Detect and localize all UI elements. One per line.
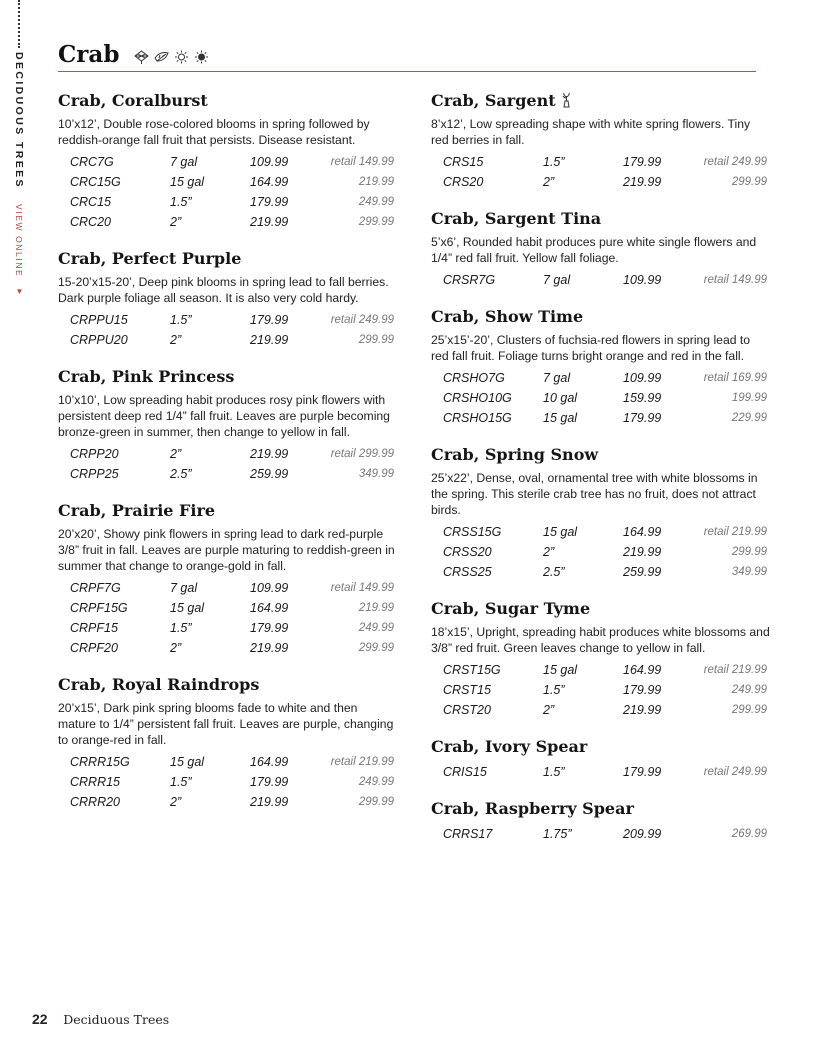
retail-price: 249.99 bbox=[358, 776, 394, 788]
product-name-text: Crab, Spring Snow bbox=[431, 445, 599, 464]
product-description: 18’x15’, Upright, spreading habit produces white blossoms and 3/8” red fruit. Green leaves change to yellow in fall. bbox=[431, 625, 770, 655]
price: 179.99 bbox=[623, 683, 662, 697]
retail-price: retail 219.99 bbox=[330, 756, 394, 768]
sku: CRPF20 bbox=[70, 641, 118, 655]
price-table bbox=[70, 444, 398, 484]
size: 2” bbox=[543, 175, 555, 189]
attribute-icons bbox=[134, 50, 209, 64]
product-entry bbox=[58, 366, 398, 484]
product-entry bbox=[431, 444, 771, 582]
price: 159.99 bbox=[623, 391, 662, 405]
size: 15 gal bbox=[543, 525, 578, 539]
price-row bbox=[443, 270, 771, 290]
tree-icon bbox=[134, 50, 149, 64]
price-row bbox=[70, 772, 398, 792]
retail-price: 199.99 bbox=[731, 392, 767, 404]
size: 2” bbox=[543, 545, 555, 559]
size: 15 gal bbox=[170, 601, 205, 615]
size: 2.5” bbox=[170, 467, 192, 481]
price-row bbox=[443, 542, 771, 562]
retail-price: retail 249.99 bbox=[703, 156, 767, 168]
price-table bbox=[443, 660, 771, 720]
retail-price: 299.99 bbox=[358, 642, 394, 654]
price: 219.99 bbox=[623, 545, 662, 559]
price-row bbox=[70, 752, 398, 772]
retail-price: retail 249.99 bbox=[703, 766, 767, 778]
sku: CRSHO7G bbox=[443, 371, 505, 385]
product-entry bbox=[431, 306, 771, 428]
price: 179.99 bbox=[250, 195, 289, 209]
sku: CRST20 bbox=[443, 703, 491, 717]
price-row bbox=[443, 408, 771, 428]
sku: CRIS15 bbox=[443, 765, 487, 779]
retail-price: 299.99 bbox=[358, 796, 394, 808]
retail-price: 269.99 bbox=[731, 828, 767, 840]
price-row bbox=[70, 598, 398, 618]
price: 219.99 bbox=[250, 333, 289, 347]
retail-price: retail 249.99 bbox=[330, 314, 394, 326]
retail-price: retail 149.99 bbox=[330, 156, 394, 168]
product-name bbox=[431, 736, 771, 758]
size: 15 gal bbox=[170, 175, 205, 189]
price-row bbox=[70, 330, 398, 350]
left-column bbox=[58, 90, 398, 828]
price-row bbox=[70, 444, 398, 464]
price: 209.99 bbox=[623, 827, 662, 841]
page-footer bbox=[32, 1011, 169, 1027]
sku: CRPP25 bbox=[70, 467, 119, 481]
size: 15 gal bbox=[170, 755, 205, 769]
retail-price: 249.99 bbox=[358, 622, 394, 634]
price-row bbox=[70, 618, 398, 638]
size: 10 gal bbox=[543, 391, 578, 405]
price-row bbox=[70, 212, 398, 232]
retail-price: 349.99 bbox=[731, 566, 767, 578]
product-description: 5’x6’, Rounded habit produces pure white single flowers and 1/4” red fall fruit. Yellow fall foliage. bbox=[431, 235, 757, 265]
price: 179.99 bbox=[623, 411, 662, 425]
size: 2” bbox=[170, 795, 182, 809]
side-tab-text bbox=[9, 52, 29, 298]
price-row bbox=[70, 578, 398, 598]
product-name-text: Crab, Show Time bbox=[431, 307, 584, 326]
price-table bbox=[443, 762, 771, 782]
retail-price: 299.99 bbox=[731, 546, 767, 558]
product-description: 20’x15’, Dark pink spring blooms fade to white and then mature to 1/4” persistent fall fruit. Leaves are purple, changing to orange-red in fall. bbox=[58, 701, 394, 747]
price: 179.99 bbox=[623, 765, 662, 779]
price-row bbox=[70, 192, 398, 212]
size: 7 gal bbox=[170, 581, 198, 595]
size: 1.5” bbox=[170, 621, 192, 635]
retail-price: 229.99 bbox=[731, 412, 767, 424]
size: 1.75” bbox=[543, 827, 572, 841]
sku: CRRR15G bbox=[70, 755, 130, 769]
retail-price: retail 169.99 bbox=[703, 372, 767, 384]
product-name-text: Crab, Prairie Fire bbox=[58, 501, 216, 520]
price: 259.99 bbox=[623, 565, 662, 579]
product-name-text: Crab, Royal Raindrops bbox=[58, 675, 260, 694]
retail-price: 219.99 bbox=[358, 602, 394, 614]
product-name bbox=[58, 674, 398, 696]
sku: CRSS15G bbox=[443, 525, 502, 539]
price: 179.99 bbox=[250, 775, 289, 789]
product-name bbox=[431, 306, 771, 328]
product-name bbox=[58, 248, 398, 270]
price: 109.99 bbox=[623, 273, 662, 287]
price-table bbox=[443, 824, 771, 844]
price-row bbox=[443, 680, 771, 700]
page-title: Crab bbox=[58, 41, 120, 68]
price: 109.99 bbox=[250, 155, 289, 169]
retail-price: 299.99 bbox=[358, 216, 394, 228]
product-entry bbox=[431, 598, 771, 720]
product-name bbox=[431, 598, 771, 620]
product-description: 10’x12’, Double rose-colored blooms in spring followed by reddish-orange fall fruit that persists. Disease resistant. bbox=[58, 117, 370, 147]
product-name bbox=[58, 500, 398, 522]
sku: CRPF15 bbox=[70, 621, 118, 635]
sku: CRS20 bbox=[443, 175, 484, 189]
price-row bbox=[70, 152, 398, 172]
price-table bbox=[443, 368, 771, 428]
sku: CRRR20 bbox=[70, 795, 121, 809]
price: 219.99 bbox=[623, 175, 662, 189]
price: 164.99 bbox=[250, 755, 289, 769]
price: 164.99 bbox=[623, 663, 662, 677]
product-name bbox=[431, 90, 771, 112]
sku: CRST15G bbox=[443, 663, 501, 677]
sku: CRC7G bbox=[70, 155, 114, 169]
retail-price: 299.99 bbox=[731, 704, 767, 716]
size: 1.5” bbox=[170, 195, 192, 209]
size: 15 gal bbox=[543, 411, 578, 425]
retail-price: 349.99 bbox=[358, 468, 394, 480]
size: 7 gal bbox=[543, 371, 571, 385]
product-description: 25’x15’-20’, Clusters of fuchsia-red flowers in spring lead to red fall fruit. Foliage turns bright orange and red in the fall. bbox=[431, 333, 751, 363]
sun-shade-icon bbox=[194, 50, 209, 64]
sku: CRC15G bbox=[70, 175, 121, 189]
product-description: 8’x12’, Low spreading shape with white spring flowers. Tiny red berries in fall. bbox=[431, 117, 751, 147]
price-table bbox=[70, 310, 398, 350]
price-row bbox=[70, 638, 398, 658]
size: 2” bbox=[543, 703, 555, 717]
retail-price: retail 219.99 bbox=[703, 526, 767, 538]
sku: CRST15 bbox=[443, 683, 491, 697]
product-name bbox=[58, 366, 398, 388]
price: 259.99 bbox=[250, 467, 289, 481]
price-row bbox=[443, 700, 771, 720]
size: 1.5” bbox=[543, 155, 565, 169]
product-name-text: Crab, Sugar Tyme bbox=[431, 599, 591, 618]
sku: CRS15 bbox=[443, 155, 484, 169]
size: 1.5” bbox=[170, 313, 192, 327]
section-side-tab bbox=[9, 0, 29, 299]
price-table bbox=[443, 522, 771, 582]
product-description: 10’x10’, Low spreading habit produces rosy pink flowers with persistent deep red 1/4” fall fruit. Leaves are purple becoming bronze-green in summer, then change to yellow in fall. bbox=[58, 393, 390, 439]
price-table bbox=[443, 270, 771, 290]
sku: CRSS20 bbox=[443, 545, 492, 559]
price-table bbox=[70, 752, 398, 812]
size: 2” bbox=[170, 641, 182, 655]
sku: CRRS17 bbox=[443, 827, 493, 841]
size: 7 gal bbox=[170, 155, 198, 169]
price-row bbox=[70, 464, 398, 484]
sku: CRC20 bbox=[70, 215, 111, 229]
sku: CRPPU15 bbox=[70, 313, 128, 327]
footer-label: Deciduous Trees bbox=[63, 1012, 170, 1027]
price-row bbox=[70, 310, 398, 330]
price-row bbox=[443, 368, 771, 388]
price: 179.99 bbox=[623, 155, 662, 169]
price-table bbox=[70, 152, 398, 232]
size: 1.5” bbox=[543, 683, 565, 697]
product-name-text: Crab, Sargent Tina bbox=[431, 209, 602, 228]
product-name bbox=[58, 90, 398, 112]
retail-price: 299.99 bbox=[731, 176, 767, 188]
price: 179.99 bbox=[250, 313, 289, 327]
product-name-text: Crab, Sargent bbox=[431, 91, 556, 110]
size: 7 gal bbox=[543, 273, 571, 287]
price-row bbox=[443, 388, 771, 408]
product-entry bbox=[431, 736, 771, 782]
size: 2” bbox=[170, 447, 182, 461]
price: 109.99 bbox=[250, 581, 289, 595]
retail-price: 249.99 bbox=[731, 684, 767, 696]
sku: CRC15 bbox=[70, 195, 111, 209]
price-row bbox=[443, 562, 771, 582]
page-header bbox=[58, 40, 756, 72]
retail-price: 219.99 bbox=[358, 176, 394, 188]
product-name-text: Crab, Pink Princess bbox=[58, 367, 235, 386]
price: 219.99 bbox=[250, 641, 289, 655]
product-name bbox=[431, 208, 771, 230]
retail-price: retail 149.99 bbox=[330, 582, 394, 594]
retail-price: retail 149.99 bbox=[703, 274, 767, 286]
size: 2” bbox=[170, 333, 182, 347]
price-row bbox=[443, 660, 771, 680]
product-entry bbox=[58, 674, 398, 812]
product-entry bbox=[58, 248, 398, 350]
sun-icon bbox=[174, 50, 189, 64]
sku: CRSS25 bbox=[443, 565, 492, 579]
price-row bbox=[443, 522, 771, 542]
product-name bbox=[431, 444, 771, 466]
price-row bbox=[70, 792, 398, 812]
price: 164.99 bbox=[623, 525, 662, 539]
price: 164.99 bbox=[250, 601, 289, 615]
price-row bbox=[70, 172, 398, 192]
price-table bbox=[70, 578, 398, 658]
retail-price: 249.99 bbox=[358, 196, 394, 208]
retail-price: retail 219.99 bbox=[703, 664, 767, 676]
price: 219.99 bbox=[623, 703, 662, 717]
size: 1.5” bbox=[543, 765, 565, 779]
sku: CRPP20 bbox=[70, 447, 119, 461]
retail-price: retail 299.99 bbox=[330, 448, 394, 460]
arrow-icon: ▼ bbox=[15, 286, 24, 299]
price: 219.99 bbox=[250, 795, 289, 809]
sku: CRPF7G bbox=[70, 581, 121, 595]
product-entry bbox=[431, 798, 771, 844]
price-row bbox=[443, 152, 771, 172]
price: 219.99 bbox=[250, 215, 289, 229]
product-description: 15-20’x15-20’, Deep pink blooms in spring lead to fall berries. Dark purple foliage all season. It is also very cold hardy. bbox=[58, 275, 389, 305]
product-entry bbox=[431, 90, 771, 192]
product-name-text: Crab, Perfect Purple bbox=[58, 249, 242, 268]
sku: CRSHO10G bbox=[443, 391, 512, 405]
sku: CRRR15 bbox=[70, 775, 121, 789]
product-description: 25’x22’, Dense, oval, ornamental tree with white blossoms in the spring. This sterile crab tree has no fruit, does not attract birds. bbox=[431, 471, 758, 517]
flower-vase-icon bbox=[560, 92, 573, 108]
price: 164.99 bbox=[250, 175, 289, 189]
price-row bbox=[443, 824, 771, 844]
product-entry bbox=[431, 208, 771, 290]
size: 1.5” bbox=[170, 775, 192, 789]
dotted-leader bbox=[18, 0, 20, 48]
price: 179.99 bbox=[250, 621, 289, 635]
sku: CRSR7G bbox=[443, 273, 496, 287]
price: 109.99 bbox=[623, 371, 662, 385]
price: 219.99 bbox=[250, 447, 289, 461]
section-name: DECIDUOUS TREES bbox=[13, 52, 25, 189]
sku: CRSHO15G bbox=[443, 411, 512, 425]
size: 15 gal bbox=[543, 663, 578, 677]
page-number: 22 bbox=[32, 1011, 48, 1027]
retail-price: 299.99 bbox=[358, 334, 394, 346]
product-description: 20’x20’, Showy pink flowers in spring lead to dark red-purple 3/8” fruit in fall. Leaves are purple maturing to reddish-green in summer that change to orange-gold in fall. bbox=[58, 527, 395, 573]
product-name-text: Crab, Raspberry Spear bbox=[431, 799, 634, 818]
product-name-text: Crab, Ivory Spear bbox=[431, 737, 588, 756]
size: 2” bbox=[170, 215, 182, 229]
right-column bbox=[431, 90, 771, 860]
product-name bbox=[431, 798, 771, 820]
size: 2.5” bbox=[543, 565, 565, 579]
leaf-icon bbox=[154, 50, 169, 64]
product-entry bbox=[58, 500, 398, 658]
sku: CRPPU20 bbox=[70, 333, 128, 347]
price-row bbox=[443, 762, 771, 782]
price-row bbox=[443, 172, 771, 192]
product-name-text: Crab, Coralburst bbox=[58, 91, 208, 110]
price-table bbox=[443, 152, 771, 192]
sku: CRPF15G bbox=[70, 601, 128, 615]
product-entry bbox=[58, 90, 398, 232]
view-online-link[interactable]: VIEW ONLINE bbox=[14, 204, 24, 278]
